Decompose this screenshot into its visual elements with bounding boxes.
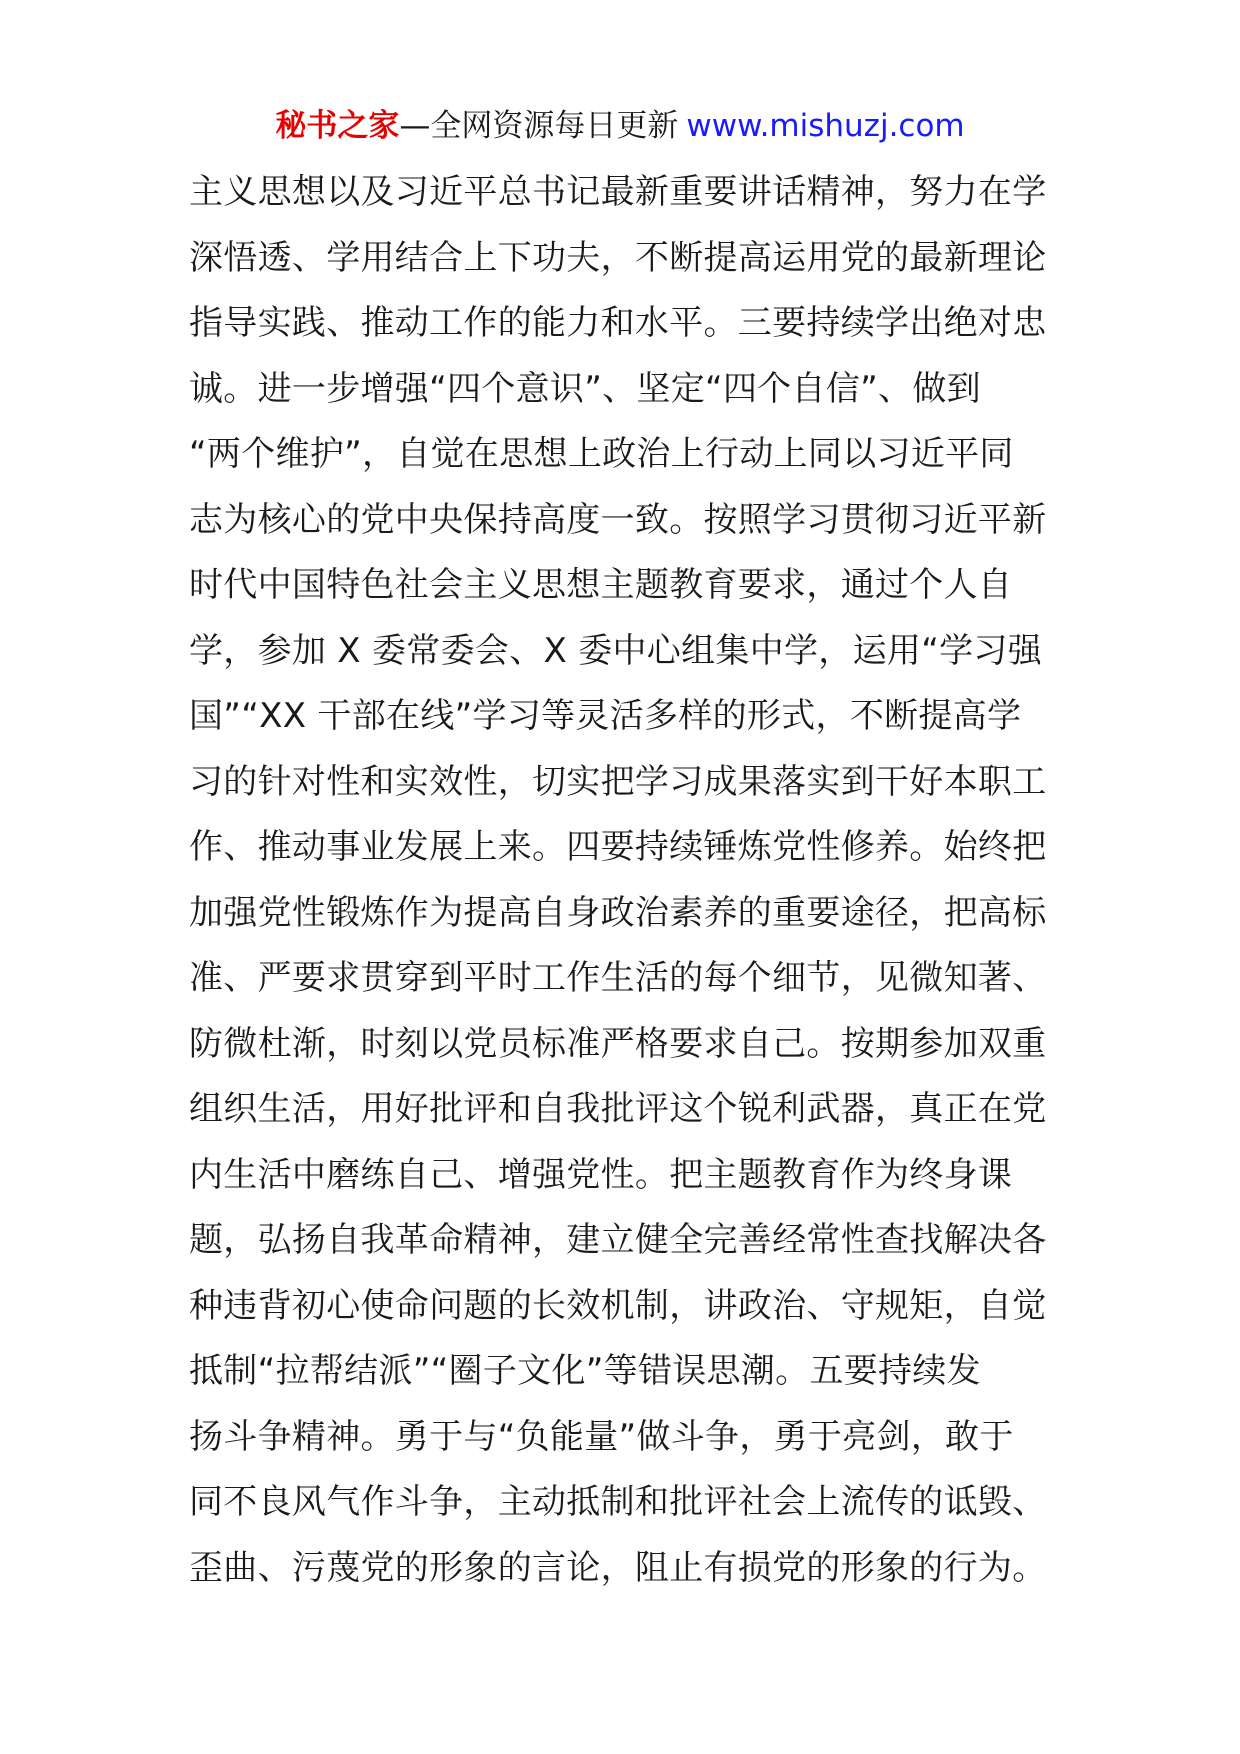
body-line: 种违背初心使命问题的长效机制，讲政治、守规矩，自觉	[189, 1285, 1047, 1326]
body-line: 学，参加 X 委常委会、X 委中心组集中学，运用“学习强	[189, 630, 1043, 671]
body-line: 指导实践、推动工作的能力和水平。三要持续学出绝对忠	[189, 303, 1047, 343]
site-url-link[interactable]: www.mishuzj.com	[686, 108, 965, 144]
body-line: 内生活中磨练自己、增强党性。把主题教育作为终身课	[189, 1154, 1013, 1195]
body-line: 同不良风气作斗争，主动抵制和批评社会上流传的诋毁、	[189, 1482, 1047, 1522]
body-line: 主义思想以及习近平总书记最新重要讲话精神，努力在学	[189, 172, 1047, 212]
body-line: “两个维护”，自觉在思想上政治上行动上同以习近平同	[189, 434, 1014, 474]
header-tagline: —全网资源每日更新	[399, 108, 679, 144]
page-header	[0, 98, 1240, 154]
body-line: 加强党性锻炼作为提高自身政治素养的重要途径，把高标	[189, 892, 1047, 933]
body-line: 国”“XX 干部在线”学习等灵活多样的形式，不断提高学	[189, 696, 1022, 736]
body-line: 时代中国特色社会主义思想主题教育要求，通过个人自	[189, 565, 1013, 605]
brand-name: 秘书之家	[275, 108, 400, 144]
body-line: 准、严要求贯穿到平时工作生活的每个细节，见微知著、	[189, 958, 1047, 998]
body-line: 题，弘扬自我革命精神，建立健全完善经常性查找解决各	[189, 1220, 1047, 1260]
body-line: 歪曲、污蔑党的形象的言论，阻止有损党的形象的行为。	[189, 1547, 1047, 1588]
body-line: 作、推动事业发展上来。四要持续锤炼党性修养。始终把	[189, 827, 1047, 867]
body-line: 组织生活，用好批评和自我批评这个锐利武器，真正在党	[189, 1089, 1047, 1129]
body-line: 防微杜渐，时刻以党员标准严格要求自己。按期参加双重	[189, 1023, 1047, 1064]
body-line: 诚。进一步增强“四个意识”、坚定“四个自信”、做到	[189, 368, 981, 409]
body-line: 志为核心的党中央保持高度一致。按照学习贯彻习近平新	[189, 499, 1047, 540]
body-line: 抵制“拉帮结派”“圈子文化”等错误思潮。五要持续发	[189, 1351, 981, 1391]
body-line: 习的针对性和实效性，切实把学习成果落实到干好本职工	[189, 761, 1047, 802]
document-body	[189, 160, 1069, 1601]
body-line: 深悟透、学用结合上下功夫，不断提高运用党的最新理论	[189, 237, 1047, 278]
body-line: 扬斗争精神。勇于与“负能量”做斗争，勇于亮剑，敢于	[189, 1416, 1014, 1457]
